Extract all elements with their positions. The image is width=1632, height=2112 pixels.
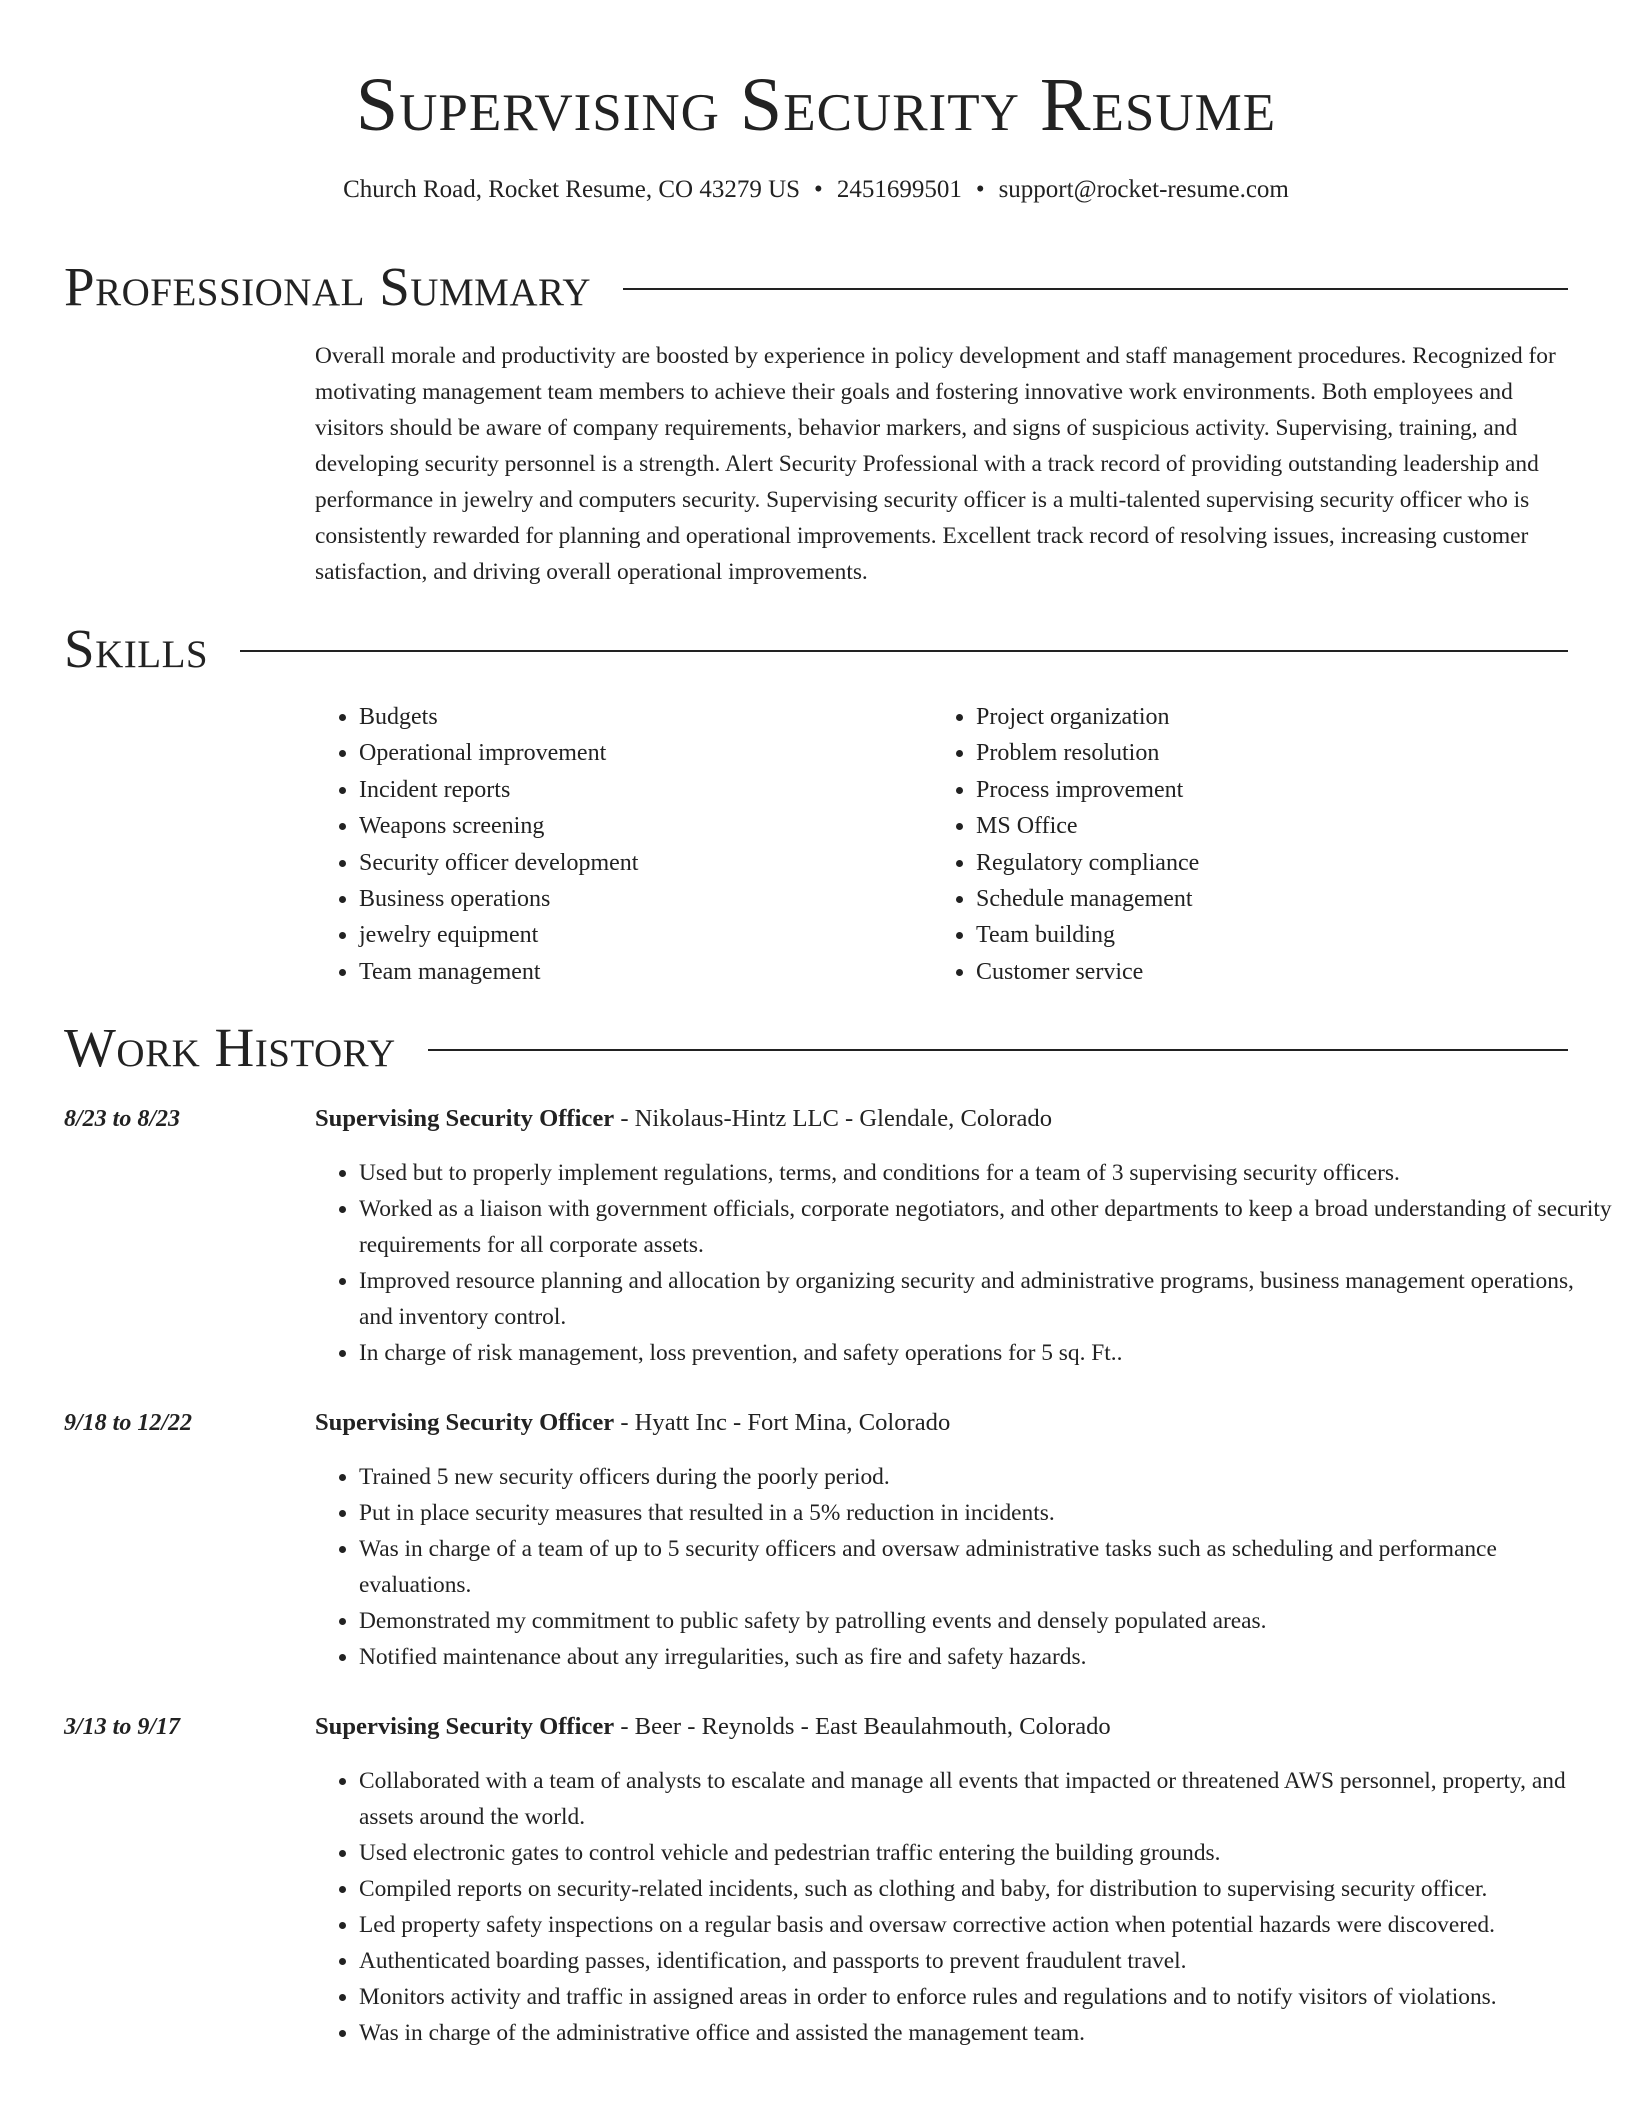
job-bullet: • Was in charge of the administrative office and assisted the management team.	[359, 2015, 1612, 2051]
job-bullet: • Led property safety inspections on a regular basis and oversaw corrective action when potential hazards were discovered.	[359, 1907, 1612, 1943]
skill-item: • Team management	[359, 954, 638, 990]
job-bullet: • Monitors activity and traffic in assigned areas in order to enforce rules and regulations and to notify visitors of violations.	[359, 1979, 1612, 2015]
job-heading	[315, 1101, 1052, 1137]
skill-item: • Security officer development	[359, 845, 638, 881]
skill-item: • jewelry equipment	[359, 917, 638, 953]
contact-phone: 2451699501	[836, 176, 962, 203]
job-role: Supervising Security Officer	[315, 1409, 615, 1436]
skill-item: • Business operations	[359, 881, 638, 917]
job-bullet: • Used electronic gates to control vehicle and pedestrian traffic entering the building grounds.	[359, 1835, 1612, 1871]
contact-line	[0, 172, 1632, 208]
job-role: Supervising Security Officer	[315, 1105, 615, 1132]
skill-item: • Project organization	[976, 699, 1199, 735]
skills-list-left	[315, 699, 638, 990]
skill-item: • Weapons screening	[359, 808, 638, 844]
skill-item: • Customer service	[976, 954, 1199, 990]
section-divider	[428, 1049, 1568, 1051]
summary-section-header	[64, 252, 1568, 322]
job-bullet: • Worked as a liaison with government officials, corporate negotiators, and other departments to keep a broad understanding of security requirements for all corporate assets.	[359, 1191, 1612, 1263]
job-bullet: • Used but to properly implement regulations, terms, and conditions for a team of 3 supervising security officers.	[359, 1155, 1612, 1191]
job-bullets	[315, 1155, 1612, 1371]
job-bullet: • Improved resource planning and allocation by organizing security and administrative programs, business management operations, and inventory control.	[359, 1263, 1612, 1335]
job-bullets	[315, 1459, 1612, 1675]
skill-item: • Schedule management	[976, 881, 1199, 917]
skill-item: • Team building	[976, 917, 1199, 953]
section-divider	[240, 650, 1568, 652]
job-bullets	[315, 1763, 1612, 2051]
job-company: - Nikolaus-Hintz LLC - Glendale, Colorado	[614, 1105, 1052, 1132]
job-dates: 9/18 to 12/22	[64, 1410, 193, 1436]
job-bullet: • Compiled reports on security-related incidents, such as clothing and baby, for distribution to supervising security officer.	[359, 1871, 1612, 1907]
job-company: - Beer - Reynolds - East Beaulahmouth, Colorado	[614, 1713, 1111, 1740]
job-bullet: • Demonstrated my commitment to public safety by patrolling events and densely populated areas.	[359, 1603, 1612, 1639]
job-bullet: • Authenticated boarding passes, identification, and passports to prevent fraudulent travel.	[359, 1943, 1612, 1979]
job-bullet: • Notified maintenance about any irregularities, such as fire and safety hazards.	[359, 1639, 1612, 1675]
job-bullet: • In charge of risk management, loss prevention, and safety operations for 5 sq. Ft..	[359, 1335, 1612, 1371]
job-dates: 8/23 to 8/23	[64, 1106, 181, 1132]
skill-item: • Problem resolution	[976, 735, 1199, 771]
contact-email: support@rocket-resume.com	[998, 176, 1289, 203]
section-divider	[623, 288, 1568, 290]
job-bullet: • Collaborated with a team of analysts to escalate and manage all events that impacted or threatened AWS personnel, property, and assets around the world.	[359, 1763, 1612, 1835]
skill-item: • Budgets	[359, 699, 638, 735]
job-heading	[315, 1405, 950, 1441]
job-company: - Hyatt Inc - Fort Mina, Colorado	[614, 1409, 951, 1436]
skills-list-right	[932, 699, 1199, 990]
contact-address: Church Road, Rocket Resume, CO 43279 US	[343, 176, 801, 203]
job-dates: 3/13 to 9/17	[64, 1714, 181, 1740]
contact-separator: •	[814, 176, 823, 203]
work-section-header	[64, 1013, 1568, 1083]
skill-item: • MS Office	[976, 808, 1199, 844]
job-role: Supervising Security Officer	[315, 1713, 615, 1740]
skill-item: • Operational improvement	[359, 735, 638, 771]
job-bullet: • Was in charge of a team of up to 5 security officers and oversaw administrative tasks such as scheduling and performance evaluations.	[359, 1531, 1612, 1603]
job-bullet: • Trained 5 new security officers during the poorly period.	[359, 1459, 1612, 1495]
skill-item: • Process improvement	[976, 772, 1199, 808]
job-heading	[315, 1709, 1111, 1745]
work-heading: Work History	[64, 1017, 396, 1078]
job-bullet: • Put in place security measures that resulted in a 5% reduction in incidents.	[359, 1495, 1612, 1531]
resume-title: Supervising Security Resume	[355, 63, 1277, 147]
skill-item: • Incident reports	[359, 772, 638, 808]
skill-item: • Regulatory compliance	[976, 845, 1199, 881]
contact-separator: •	[975, 176, 985, 203]
summary-heading: Professional Summary	[64, 256, 592, 317]
summary-text: Overall morale and productivity are boosted by experience in policy development and staff management procedures. Recognized for motivating management team members to achieve their goals and fostering innovative work environments. Both employees and visitors should be aware of company requirements, behavior markers, and signs of suspicious activity. Supervising, training, and developing security personnel is a strength. Alert Security Professional with a track record of providing outstanding leadership and performance in jewelry and computers security. Supervising security officer is a multi-talented supervising security officer who is consistently rewarded for planning and operational improvements. Excellent track record of resolving issues, increasing customer satisfaction, and driving overall operational improvements.	[315, 343, 1556, 585]
skills-section-header	[64, 614, 1568, 684]
skills-heading: Skills	[64, 618, 209, 679]
